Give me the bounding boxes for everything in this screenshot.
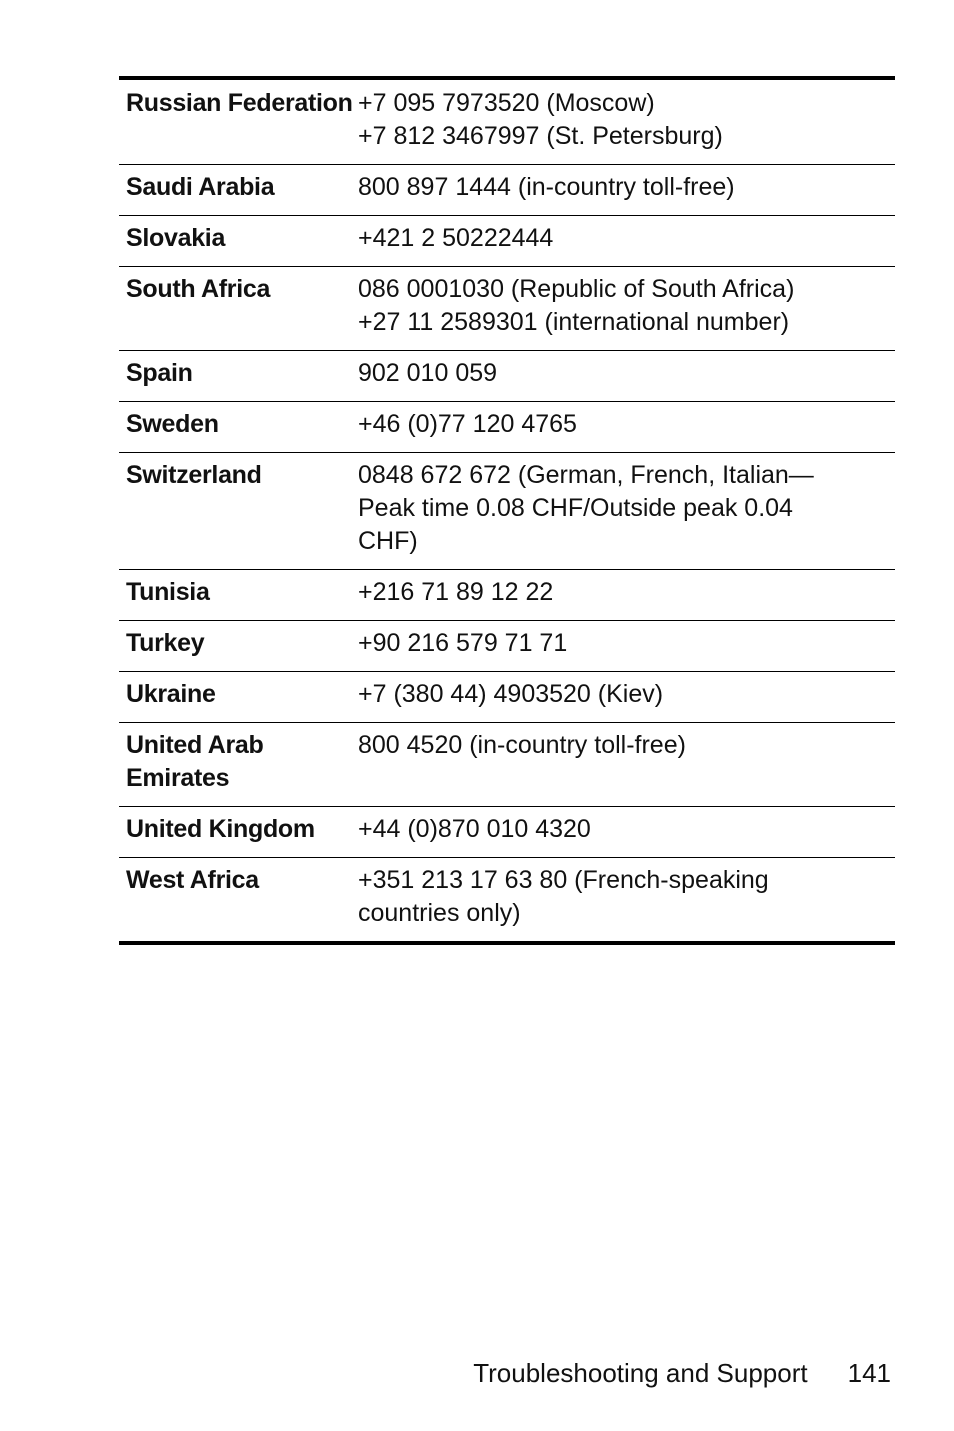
phone-line: Peak time 0.08 CHF/Outside peak 0.04 [358,494,793,522]
table-row [119,452,895,569]
table-row [119,350,895,401]
phone-line: +216 71 89 12 22 [358,578,554,606]
table-row [119,215,895,266]
phone-numbers [358,222,895,255]
phone-numbers [358,729,895,795]
support-contacts-table [119,76,895,945]
phone-numbers [358,678,895,711]
phone-numbers [358,864,895,930]
table-row [119,266,895,350]
country-name: South Africa [126,275,271,303]
phone-line: +351 213 17 63 80 (French-speaking [358,866,769,894]
phone-numbers [358,171,895,204]
phone-line: +7 (380 44) 4903520 (Kiev) [358,680,664,708]
phone-numbers [358,408,895,441]
phone-numbers [358,459,895,558]
footer-section-title: Troubleshooting and Support [473,1358,808,1388]
phone-line: 0848 672 672 (German, French, Italian— [358,461,814,489]
page-footer [473,1356,891,1390]
phone-line: +27 11 2589301 (international number) [358,308,790,336]
table-row [119,857,895,941]
table-row [119,620,895,671]
page-number: 141 [847,1358,891,1388]
table-row [119,164,895,215]
phone-line: +46 (0)77 120 4765 [358,410,577,438]
table-row [119,401,895,452]
phone-numbers [358,357,895,390]
phone-line: +7 812 3467997 (St. Petersburg) [358,122,723,150]
country-name: Switzerland [126,461,262,489]
phone-line: +90 216 579 71 71 [358,629,568,657]
phone-numbers [358,87,895,153]
phone-line: 800 897 1444 (in-country toll-free) [358,173,735,201]
table-row [119,671,895,722]
country-name: Turkey [126,629,205,657]
country-name: United Kingdom [126,815,315,843]
country-name: West Africa [126,866,259,894]
table-row [119,806,895,857]
table-row [119,722,895,806]
phone-line: 086 0001030 (Republic of South Africa) [358,275,795,303]
phone-line: countries only) [358,899,521,927]
country-name: Ukraine [126,680,216,708]
phone-numbers [358,576,895,609]
phone-numbers [358,813,895,846]
country-name: Saudi Arabia [126,173,275,201]
country-name: Slovakia [126,224,226,252]
country-name: Russian Federation [126,89,353,117]
phone-line: CHF) [358,527,418,555]
phone-line: +421 2 50222444 [358,224,554,252]
phone-numbers [358,273,895,339]
phone-numbers [358,627,895,660]
phone-line: 902 010 059 [358,359,498,387]
table-row [119,569,895,620]
table-row [119,80,895,164]
phone-line: 800 4520 (in-country toll-free) [358,731,686,759]
phone-line: +44 (0)870 010 4320 [358,815,591,843]
country-name: Spain [126,359,193,387]
country-name: United Arab Emirates [126,731,264,792]
phone-line: +7 095 7973520 (Moscow) [358,89,655,117]
country-name: Tunisia [126,578,210,606]
country-name: Sweden [126,410,219,438]
